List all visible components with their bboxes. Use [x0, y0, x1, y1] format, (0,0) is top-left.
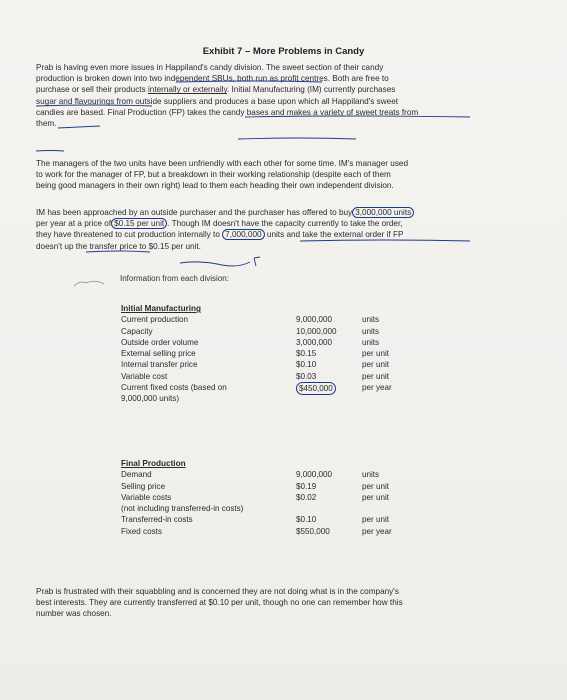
circled-volume: 7,000,000 — [222, 229, 264, 240]
table-row — [121, 314, 421, 325]
row-value: 9,000,000 — [296, 315, 333, 325]
offer-line-part: per year at a price of — [36, 219, 112, 229]
row-label: Selling price — [121, 481, 166, 491]
row-label: Variable cost — [121, 371, 168, 381]
row-label: Transferred-in costs — [121, 515, 193, 525]
row-unit: units — [362, 470, 380, 480]
offer-line — [36, 229, 414, 240]
row-value: $0.02 — [296, 492, 317, 502]
closing-line: number was chosen. — [36, 609, 112, 619]
row-value: $0.03 — [296, 371, 317, 381]
intro-line: production is broken down into two independent SBUs, both run as profit centres. Both are free to — [36, 74, 389, 84]
table-row — [121, 348, 421, 359]
row-value: 3,000,000 — [296, 337, 333, 347]
row-label: Outside order volume — [121, 337, 199, 347]
intro-line: them. — [36, 119, 57, 129]
circled-price: $0.15 per unit — [111, 218, 167, 229]
row-value: $0.19 — [296, 481, 317, 491]
row-label: Demand — [121, 470, 152, 480]
table-row — [121, 526, 421, 537]
offer-line-part: IM has been approached by an outside purchaser and the purchaser has offered to buy — [36, 208, 353, 217]
row-label: Capacity — [121, 326, 153, 336]
intro-paragraph — [36, 62, 418, 129]
row-unit: per unit — [362, 515, 389, 525]
table-row — [121, 371, 421, 382]
row-unit: units — [362, 337, 380, 347]
table-row — [121, 469, 421, 480]
row-label: Current production — [121, 315, 189, 325]
offer-line-part: . Though IM doesn't have the capacity currently to take the order, — [167, 219, 403, 229]
final-production-table — [121, 458, 421, 537]
offer-line — [36, 218, 414, 229]
table-row — [121, 393, 421, 404]
row-unit: per unit — [362, 360, 389, 370]
row-label: 9,000,000 units) — [121, 394, 180, 404]
table-row — [121, 359, 421, 370]
offer-line: doesn't up the transfer price to $0.15 per unit. — [36, 241, 201, 251]
intro-line — [36, 84, 418, 95]
initial-manufacturing-heading: Initial Manufacturing — [121, 304, 202, 313]
row-unit: units — [362, 315, 380, 325]
row-unit: units — [362, 326, 380, 336]
table-row — [121, 481, 421, 492]
info-heading: Information from each division: — [120, 274, 229, 283]
offer-line-part: they have threatened to cut production internally to — [36, 230, 223, 240]
circled-units: 3,000,000 units — [352, 207, 414, 218]
pen-mark — [254, 257, 260, 266]
managers-line: to work for the manager of FP, but a breakdown in their working relationship (despite each of them — [36, 170, 391, 180]
exhibit-title: Exhibit 7 – More Problems in Candy — [202, 46, 365, 57]
closing-line: Prab is frustrated with their squabbling and is concerned they are not doing what is in the company's — [36, 587, 399, 596]
underline-mark — [238, 138, 356, 139]
managers-line: The managers of the two units have been unfriendly with each other for some time. IM's manager used — [36, 159, 409, 168]
table-row — [121, 382, 421, 393]
underline-mark — [36, 151, 64, 152]
row-label: (not including transferred-in costs) — [121, 504, 244, 514]
row-unit: per unit — [362, 492, 389, 502]
row-label: External selling price — [121, 349, 196, 359]
managers-line: being good managers in their own right) lead to them each heading their own independent division. — [36, 181, 394, 191]
row-label: Internal transfer price — [121, 360, 198, 370]
table-row — [121, 337, 421, 348]
row-label: Fixed costs — [121, 526, 162, 536]
row-unit: per unit — [362, 371, 389, 381]
table-row — [121, 514, 421, 525]
row-value: 10,000,000 — [296, 326, 337, 336]
circled-fixed-costs: $450,000 — [296, 382, 336, 395]
row-unit: per unit — [362, 349, 389, 359]
row-unit: per year — [362, 526, 392, 536]
table-row — [121, 326, 421, 337]
intro-line-part: purchase or sell their products — [36, 85, 148, 95]
table-row — [121, 503, 421, 514]
underlined-phrase: internally or externally — [147, 85, 227, 95]
intro-line-part: . Initial Manufacturing (IM) currently purchases — [226, 85, 396, 95]
intro-line: candies are based. Final Production (FP) takes the candy bases and makes a variety of sweet treats from — [36, 107, 419, 117]
row-label: Current fixed costs (based on — [121, 383, 227, 393]
row-value: $0.10 — [296, 515, 317, 525]
intro-line: Prab is having even more issues in Happiland's candy division. The sweet section of their candy — [36, 63, 384, 72]
row-unit: per unit — [362, 481, 389, 491]
table-row — [121, 492, 421, 503]
underline-mark — [180, 262, 250, 266]
row-unit: per year — [362, 383, 392, 393]
row-value: 9,000,000 — [296, 470, 333, 480]
intro-line: sugar and flavourings from outside suppliers and produces a base upon which all Happiland's sweet — [36, 96, 399, 106]
offer-paragraph — [36, 207, 414, 252]
tick-mark — [74, 281, 104, 286]
closing-paragraph — [36, 586, 403, 620]
row-label: Variable costs — [121, 492, 172, 502]
row-value: $550,000 — [296, 526, 330, 536]
managers-paragraph — [36, 158, 408, 192]
offer-line — [36, 207, 414, 218]
row-value: $0.15 — [296, 349, 317, 359]
initial-manufacturing-table — [121, 303, 421, 405]
row-value: $0.10 — [296, 360, 317, 370]
final-production-heading: Final Production — [121, 459, 186, 468]
offer-line-part: units and take the external order if FP — [264, 230, 404, 240]
closing-line: best interests. They are currently transferred at $0.10 per unit, though no one can remember how this — [36, 598, 403, 608]
